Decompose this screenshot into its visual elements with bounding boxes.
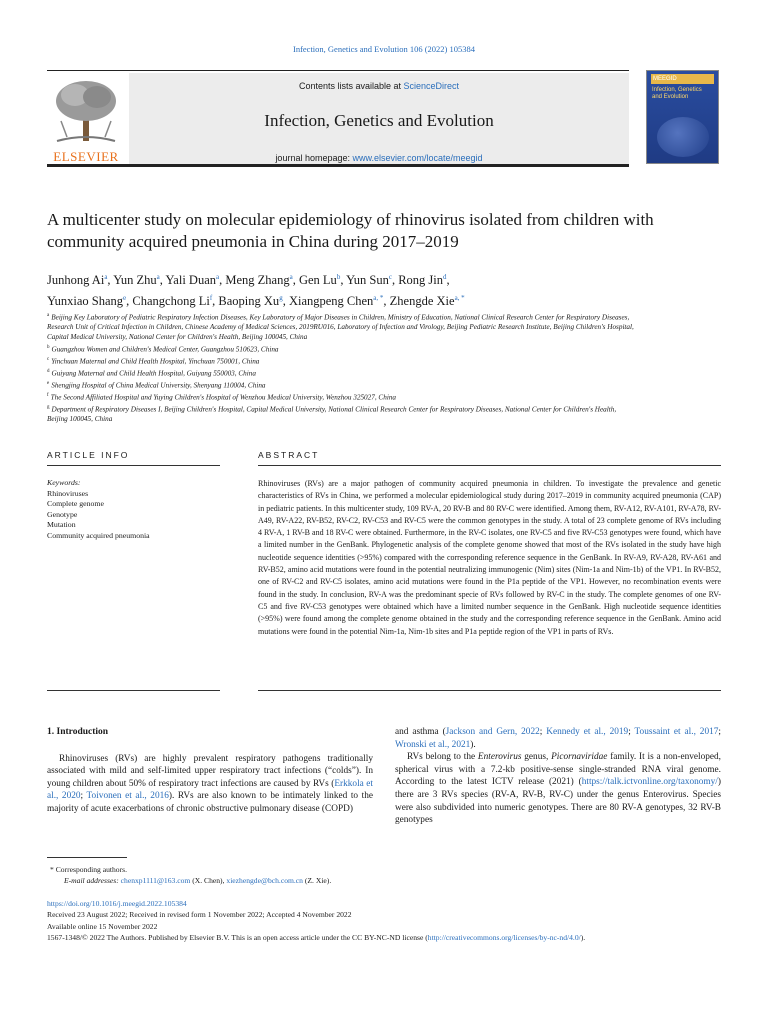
- abstract-heading: ABSTRACT: [258, 450, 721, 466]
- cover-title: Infection, Genetics and Evolution: [652, 87, 702, 100]
- author[interactable]: [218, 294, 282, 308]
- intro-paragraph-1: [47, 753, 373, 816]
- article-history: [47, 898, 727, 943]
- keyword: Complete genome: [47, 499, 104, 508]
- citation-link[interactable]: Kennedy et al., 2019: [546, 727, 629, 737]
- author[interactable]: [113, 273, 160, 287]
- cover-globe-icon: [657, 117, 709, 157]
- journal-banner: [129, 73, 629, 164]
- journal-cover-image[interactable]: [646, 70, 719, 164]
- affiliation: [47, 355, 637, 367]
- license-text: 1567-1348/© 2022 The Authors. Published by Elsevier B.V. This is an open access article under the CC BY-NC-ND license (: [47, 932, 428, 942]
- author-affiliation-marker[interactable]: g: [279, 294, 283, 303]
- citation-separator: ;: [80, 791, 87, 802]
- received-dates: Received 23 August 2022; Received in revised form 1 November 2022; Accepted 4 November 2022: [47, 910, 352, 920]
- intro-p2-text2: genus,: [521, 752, 552, 763]
- journal-homepage-link[interactable]: www.elsevier.com/locate/meegid: [352, 153, 483, 163]
- email-link-chen[interactable]: chenxp1111@163.com: [120, 876, 191, 886]
- email-link-xie[interactable]: xiezhengde@bch.com.cn: [226, 876, 303, 886]
- affiliation-key: f: [47, 392, 49, 398]
- citation-link[interactable]: Toivonen et al., 2016: [86, 791, 169, 802]
- footnote-divider: [47, 857, 127, 858]
- author-name: Yunxiao Shang: [47, 294, 124, 309]
- affiliation: [47, 391, 637, 403]
- intro-p1c-text2: ).: [470, 739, 476, 750]
- available-online-date: Available online 15 November 2022: [47, 921, 158, 931]
- email-label: E-mail addresses:: [64, 876, 121, 886]
- keyword: Mutation: [47, 520, 76, 529]
- author-name: Baoping Xu: [218, 294, 280, 309]
- intro-p2-text4: ) there are 3 RVs species (RV-A, RV-B, RV-C) under the genus Enterovirus. Species were also subdivided into numeric genotypes. There are 80 RV-A genotypes, 32 RV-B genotypes: [395, 777, 721, 826]
- affiliation: [47, 367, 637, 379]
- email-owner-chen: (X. Chen),: [190, 876, 227, 886]
- intro-p2-text1: RVs belong to the: [407, 752, 478, 763]
- affiliation: [47, 379, 637, 391]
- intro-p1c-text1: and asthma (: [395, 727, 446, 737]
- abstract-divider: [258, 690, 721, 691]
- article-info-heading: ARTICLE INFO: [47, 450, 220, 466]
- author-name: Yun Zhu: [113, 273, 157, 288]
- citation-link[interactable]: Wronski et al., 2021: [395, 739, 471, 750]
- intro-p1-text2: ). RVs are also known to be intimately linked to the majority of acute exacerbations of chronic obstructive pulmonary disease (COPD): [47, 791, 373, 814]
- doi-link[interactable]: https://doi.org/10.1016/j.meegid.2022.105384: [47, 899, 187, 908]
- cover-abbr: MEEGID: [651, 74, 714, 84]
- author-affiliation-marker[interactable]: b: [336, 273, 341, 281]
- affiliation-key: b: [47, 344, 50, 350]
- author[interactable]: [346, 273, 392, 287]
- author-name: Rong Jin: [398, 273, 443, 288]
- footnotes: [50, 864, 730, 887]
- license-statement: [47, 932, 727, 943]
- affiliation-text: Guangzhou Women and Children's Medical Center, Guangzhou 510623, China: [51, 344, 279, 353]
- journal-name: Infection, Genetics and Evolution: [264, 111, 494, 130]
- author-affiliation-marker[interactable]: f: [209, 294, 213, 303]
- affiliation-key: c: [47, 356, 50, 362]
- journal-citation[interactable]: Infection, Genetics and Evolution 106 (2022) 105384: [292, 44, 475, 54]
- author-affiliation-marker[interactable]: a: [156, 273, 160, 281]
- author-list: Junhong Ai$^a$, Yun Zhu$^a$, Yali Duan$^a$, Meng Zhang$^a$, Gen Lu$^b$, Yun Sun$^c$, Rong Jin$^d$, Yunxiao Shang$^e$, Changchong Li$^f$, Baoping Xu$^g$, Xiangpeng Chen$^{a, *}$, Zhengde Xie$^{a, *}$: [47, 273, 465, 309]
- affiliation-text: Yinchuan Maternal and Child Health Hospital, Yinchuan 750001, China: [51, 356, 260, 365]
- author[interactable]: [166, 273, 220, 287]
- keywords-label: Keywords:: [47, 478, 81, 487]
- homepage-prefix: journal homepage:: [275, 153, 353, 163]
- email-addresses: [50, 875, 730, 886]
- author[interactable]: [398, 273, 446, 287]
- affiliation-list: [47, 311, 637, 425]
- keyword: Genotype: [47, 509, 78, 519]
- elsevier-wordmark: ELSEVIER: [53, 149, 119, 164]
- journal-masthead: [47, 70, 629, 167]
- keywords-list: [47, 489, 220, 542]
- citation-separator: ;: [628, 727, 635, 737]
- author-name: Yun Sun: [346, 273, 389, 288]
- contents-line: [129, 81, 629, 91]
- keywords-block: [47, 478, 220, 541]
- article-info-divider: [47, 690, 220, 691]
- affiliation: [47, 311, 637, 343]
- sciencedirect-link[interactable]: ScienceDirect: [403, 81, 460, 91]
- affiliation-text: Shengjing Hospital of China Medical University, Shenyang 110004, China: [51, 381, 266, 390]
- keyword: Community acquired pneumonia: [47, 530, 150, 540]
- author-affiliation-marker[interactable]: d: [443, 273, 447, 281]
- affiliation-text: Beijing Key Laboratory of Pediatric Respiratory Infection Diseases, Key Laboratory of Major Diseases in Children, Ministry of Education, National Clinical Research Center for Respiratory Diseases, Research Unit of Critical Infection in Children, Chinese Academy of Medical Sciences, 2019RU016, Laboratory of Infection and Virology, Beijing Pediatric Research Institute, Beijing Children's Hospital, Capital Medical University, National Center for Children's Health, Beijing 100045, China: [47, 313, 634, 341]
- article-title: A multicenter study on molecular epidemiology of rhinovirus isolated from children with community acquired pneumonia in China during 2017–2019: [47, 210, 654, 251]
- affiliation-key: a: [47, 313, 50, 318]
- author[interactable]: [390, 294, 465, 308]
- author-affiliation-marker[interactable]: a, *: [373, 294, 384, 303]
- intro-paragraph-1-continued: [395, 726, 721, 751]
- elsevier-logo[interactable]: [47, 77, 125, 165]
- author[interactable]: [47, 273, 107, 287]
- author-name: Zhengde Xie: [389, 294, 455, 309]
- author-affiliation-marker[interactable]: c: [388, 273, 392, 281]
- abstract-text: Rhinoviruses (RVs) are a major pathogen of community acquired pneumonia in children. To investigate the prevalence and genetic characteristics of RVs in China, we performed a molecular epidemiological study during 2017–2019 in community acquired pneumonia (CAP) in pediatric patients. In this multicenter study, 109 RV-A, 20 RV-B and 80 RV-C were identified. Among them, RV-A12, RV-A101, RV-A78, RV-A49, RV-A22, RV-B52, RV-C2, RV-C53 and RV-C5 were the common genotypes in the study. A total of 23 complete genome of RVs including 4 RV-A, 1 RV-B and 18 RV-C were obtained. Furthermore, in the RV-C isolates, one RV-C5 and five RV-C53 genotypes were found, which have a limited number in the GenBank. Phylogenetic analysis of the complete genome showed that most of the RVs isolated in the study have high nucleotide sequence identities (>95%) compared with the corresponding reference sequence in the GenBank. In RV-A9, RV-A28, RV-A61 and RV-B52, amino acid mutations were found in the potential neutralizing immunogenic (Nim) sites (Nim-1a and Nim-1b) of the VP1. In RV-B52, one of RV-C2 and RV-C5 isolates, amino acid mutations were found in the P1a peptide of the VP1. However, no recombination events were found in the study. In conclusion, RV-A was the predominant specie of RVs followed by RV-C in the study. The complete genomes of one RV-C5 and five RV-C53 genotypes were obtained which have a limited number sequence in the GenBank. High nucleotide sequence identities (>95%) were found among the complete genome obtained in the study and the corresponding reference sequence in the GenBank. Amino acid mutations were found in the potential Nim-1a, Nim-1b sites and P1a peptide region of the VP1 in parts of RVs.: [258, 479, 721, 636]
- author[interactable]: [225, 273, 292, 287]
- affiliation-text: Department of Respiratory Diseases I, Beijing Children's Hospital, Capital Medical University, National Clinical Research Center for Respiratory Diseases, National Center for Children's Health, Beijing 100045, China: [47, 405, 617, 424]
- author-name: Xiangpeng Chen: [288, 294, 374, 309]
- ictv-taxonomy-link[interactable]: https://talk.ictvonline.org/taxonomy/: [581, 777, 718, 788]
- affiliation: [47, 403, 637, 425]
- contents-prefix: Contents lists available at: [298, 81, 404, 91]
- genus-name: Enterovirus: [477, 752, 522, 763]
- email-owner-xie: (Z. Xie).: [302, 876, 332, 886]
- citation-link[interactable]: Erkkola et al., 2020: [47, 778, 373, 802]
- citation-separator: ;: [718, 727, 721, 737]
- license-end: ).: [580, 932, 586, 942]
- author[interactable]: [132, 294, 212, 308]
- keyword: Rhinoviruses: [47, 488, 89, 498]
- author[interactable]: [47, 294, 126, 308]
- intro-paragraph-2: [395, 751, 721, 827]
- affiliation-text: Guiyang Maternal and Child Health Hospital, Guiyang 550003, China: [51, 369, 256, 378]
- author-affiliation-marker[interactable]: a: [289, 273, 293, 281]
- body-column-left: [47, 726, 373, 816]
- body-column-right: [395, 726, 721, 827]
- affiliation-key: d: [47, 368, 50, 374]
- intro-p2-text3: family. It is a non-enveloped, spherical virus with a 7.2-kb positive-sense single-stranded RNA viral genome. According to the latest ICTV release (2021) (: [395, 752, 721, 788]
- citation-link[interactable]: Toussaint et al., 2017: [634, 727, 719, 737]
- author-affiliation-marker[interactable]: e: [123, 294, 127, 303]
- license-link[interactable]: http://creativecommons.org/licenses/by-nc-nd/4.0/: [427, 932, 581, 942]
- citation-link[interactable]: Jackson and Gern, 2022: [445, 727, 540, 737]
- section-heading-introduction: 1. Introduction: [47, 727, 109, 737]
- author[interactable]: [299, 273, 340, 287]
- author[interactable]: [289, 294, 383, 308]
- author-affiliation-marker[interactable]: a: [104, 273, 108, 281]
- elsevier-tree-icon: [47, 77, 125, 147]
- homepage-line: [129, 153, 629, 163]
- author-name: Gen Lu: [298, 273, 337, 288]
- author-name: Yali Duan: [165, 273, 217, 288]
- intro-p1-text1: Rhinoviruses (RVs) are highly prevalent respiratory pathogens traditionally associated with mild and self-limited upper respiratory tract infections (“colds”). In young children about 50% of respiratory tract infections are caused by RVs (: [47, 753, 373, 789]
- author-affiliation-marker[interactable]: a, *: [454, 294, 465, 303]
- author-affiliation-marker[interactable]: a: [216, 273, 220, 281]
- author-name: Changchong Li: [132, 294, 210, 309]
- affiliation-text: The Second Affiliated Hospital and Yuying Children's Hospital of Wenzhou Medical University, Wenzhou 325027, China: [50, 393, 397, 402]
- affiliation-key: e: [47, 380, 50, 386]
- affiliation-key: g: [47, 404, 50, 410]
- affiliation: [47, 343, 637, 355]
- corresponding-authors-note: * Corresponding authors.: [50, 865, 127, 874]
- author-name: Junhong Ai: [47, 273, 105, 288]
- author-name: Meng Zhang: [225, 273, 290, 288]
- citation-separator: ;: [539, 727, 547, 737]
- family-name: Picornaviridae: [551, 752, 608, 763]
